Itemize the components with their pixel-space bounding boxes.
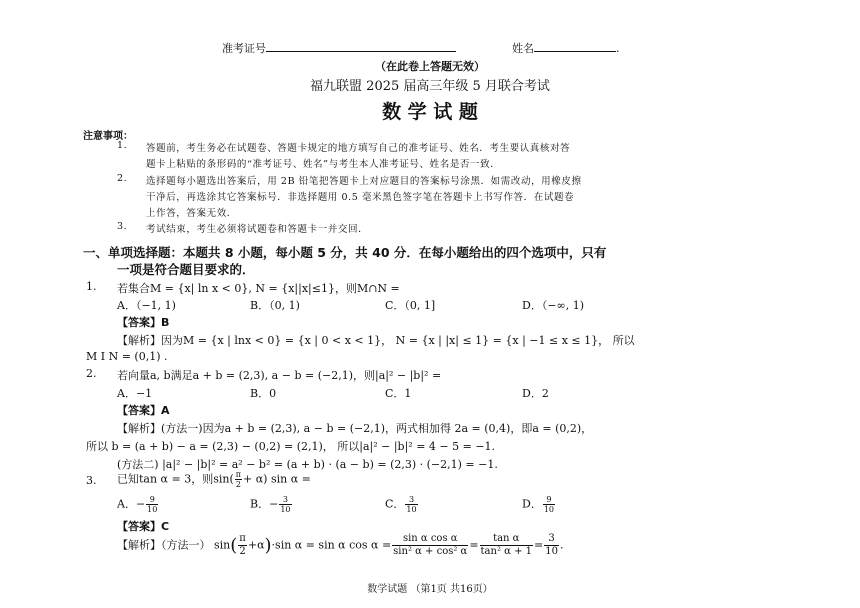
q1-option-b: B．（0, 1): [250, 299, 300, 312]
q3-option-c-label: C．: [385, 497, 405, 511]
q3-option-b-label: B．: [250, 497, 270, 511]
q1-analysis-line1: 【解析】因为M = {x | lnx < 0} = {x | 0 < x < 1}， N = {x | |x| ≤ 1} = {x | −1 ≤ x ≤ 1}， 所以: [117, 334, 635, 347]
note-2-line2: 干净后，再选涂其它答案标号．非选择题用 0.5 毫米黑色签字笔在答题卡上书写作答．在试题卷: [146, 192, 575, 203]
q1-option-c: C．（0, 1]: [385, 299, 436, 312]
q2-answer: 【答案】A: [117, 404, 170, 417]
note-3-line1: 考试结束，考生必须将试题卷和答题卡一并交回．: [146, 224, 369, 235]
q3-option-b-sign: −: [269, 497, 279, 511]
q2-analysis-line1: 【解析】(方法一)因为a + b = (2,3), a − b = (−2,1)，两式相加得 2a = (0,4)，即a = (0,2)，: [117, 422, 593, 435]
q3-analysis-frac1-den: sin² α + cos² α: [393, 546, 468, 557]
q3-option-a-label: A．: [117, 497, 136, 511]
q3-analysis-frac0: [238, 533, 247, 558]
q3-analysis-frac3-den: 10: [545, 546, 558, 557]
q3-option-d-den: 10: [543, 505, 555, 514]
q2-analysis-line3: (方法二) |a|² − |b|² = a² − b² = (a + b) · (a − b) = (2,3) · (−2,1) = −1.: [117, 458, 498, 471]
q3-option-c-num: 3: [405, 495, 417, 505]
q3-option-a-num: 9: [146, 495, 158, 505]
q3-analysis-frac3: [544, 533, 559, 558]
q3-analysis-frac2: [480, 533, 533, 558]
q3-analysis-frac2-num: tan α: [480, 533, 533, 546]
name-suffix: .: [616, 42, 620, 55]
q2-analysis-line2: 所以 b = (a + b) − a = (2,3) − (0,2) = (2,1)， 所以|a|² − |b|² = 4 − 5 = −1.: [86, 440, 496, 453]
invalid-note: （在此卷上答题无效）: [375, 60, 485, 73]
q3-analysis-end: .: [559, 538, 564, 552]
exam-id-label: 准考证号: [222, 42, 266, 55]
q3-analysis-frac3-num: 3: [544, 533, 559, 546]
note-1-line2: 题卡上粘贴的条形码的“准考证号、姓名”与考生本人准考证号、姓名是否一致．: [146, 159, 501, 170]
q1-analysis-line2: M I N = (0,1) .: [86, 350, 168, 363]
exam-id-row: [222, 40, 456, 56]
q3-option-b-frac: [279, 495, 291, 514]
q3-answer: 【答案】C: [117, 520, 170, 533]
q3-option-a-frac: [146, 495, 158, 514]
exam-title: 福九联盟 2025 届高三年级 5 月联合考试: [310, 79, 550, 94]
q3-analysis-mid1: ·sin α = sin α cos α =: [271, 538, 392, 552]
q2-num: 2.: [86, 367, 97, 380]
q3-stem-frac-den: 2: [235, 480, 241, 489]
q3-stem-pre: 已知tan α = 3，则sin: [117, 472, 230, 486]
q3-analysis-frac1: [392, 533, 468, 558]
q3-option-a-sign: −: [135, 497, 146, 511]
q2-option-c: C．1: [385, 387, 412, 400]
note-3-num: 3.: [117, 221, 128, 232]
exam-id-blank: [266, 40, 456, 52]
subject-title: 数 学 试 题: [382, 101, 478, 123]
q2-option-b: B．0: [250, 387, 277, 400]
q3-analysis-frac1-num: sin α cos α: [392, 533, 468, 546]
q3-option-a: [117, 495, 159, 514]
q3-option-b-den: 10: [280, 505, 291, 514]
q3-option-d-num: 9: [543, 495, 555, 505]
q3-option-d-frac: [543, 495, 555, 514]
q1-option-a: A．（−1, 1): [117, 299, 176, 312]
q3-analysis-pre: 【解析】（方法一） sin: [117, 538, 231, 552]
q3-option-c-den: 10: [406, 505, 417, 514]
q3-analysis-frac0-den: 2: [239, 546, 246, 557]
q3-stem-post: + α) sin α =: [243, 472, 311, 486]
section1-line2: 一项是符合题目要求的．: [117, 262, 255, 277]
q3-analysis-frac2-den: tan² α + 1: [480, 546, 532, 557]
name-blank: [534, 40, 616, 52]
q3-option-b: [250, 495, 293, 514]
q3-stem-frac: [235, 470, 242, 489]
q3-stem-frac-num: π: [235, 470, 242, 479]
q3-option-c: [385, 495, 419, 514]
page-footer: 数学试题 （第1页 共16页）: [367, 584, 493, 595]
q3-option-a-den: 10: [147, 505, 158, 514]
q3-analysis-frac0-num: π: [239, 533, 246, 544]
q2-option-d: D．2: [522, 387, 549, 400]
note-1-num: 1.: [117, 140, 128, 151]
name-label: 姓名: [512, 42, 534, 55]
q1-stem: 若集合M = {x| ln x < 0}, N = {x||x|≤1}，则M∩N =: [117, 282, 400, 295]
q3-option-b-num: 3: [279, 495, 291, 505]
q3-stem: 已知tan α = 3，则sin( $\frac{\pi}{2}$ + α) sin α =: [117, 470, 311, 489]
q1-answer: 【答案】B: [117, 316, 170, 329]
q1-option-d: D．（−∞, 1): [522, 299, 584, 312]
q3-option-d-label: D．: [522, 497, 542, 511]
section1-line1: 一、单项选择题：本题共 8 小题，每小题 5 分，共 40 分．在每小题给出的四个选项中，只有: [83, 245, 607, 260]
q2-stem: 若向量a, b满足a + b = (2,3), a − b = (−2,1)，则|a|² − |b|² =: [117, 369, 442, 382]
q3-analysis: 【解析】（方法一） sin( $\frac{\pi}{2}$ +α)·sin α = sin α cos α = $\frac{\text{sin α cos α}}{\text{sin² α + cos² α}}$ = $\frac{\text{tan α}}{\text{tan² α + 1}}$ = $\frac{3}{10}$ .: [117, 533, 564, 557]
note-2-line1: 选择题每小题选出答案后，用 2B 铅笔把答题卡上对应题目的答案标号涂黑．如需改动，用橡皮擦: [146, 176, 582, 187]
note-2-num: 2.: [117, 173, 128, 184]
notes-title: 注意事项：: [83, 131, 133, 142]
q3-option-c-frac: [405, 495, 417, 514]
q3-num: 3.: [86, 474, 97, 487]
note-2-line3: 上作答，答案无效．: [146, 208, 237, 219]
note-1-line1: 答题前，考生务必在试题卷、答题卡规定的地方填写自己的准考证号、姓名．考生要认真核对答: [146, 143, 571, 154]
q1-num: 1.: [86, 280, 97, 293]
q3-option-d: [522, 495, 556, 514]
q2-option-a: A．−1: [117, 387, 153, 400]
name-row: [512, 40, 620, 56]
